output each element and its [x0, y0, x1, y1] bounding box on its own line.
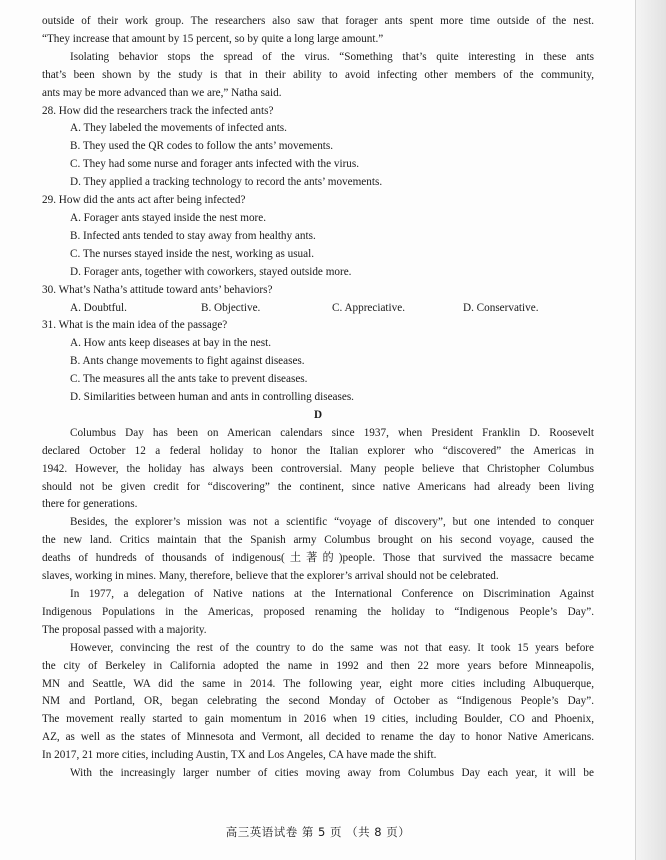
question-29-option-c: C. The nurses stayed inside the nest, working as usual. [70, 247, 315, 260]
question-30-options [70, 300, 594, 318]
question-30-option-b: B. Objective. [201, 301, 261, 314]
question-30-stem: 30. What’s Natha’s attitude toward ants’ behaviors? [42, 283, 273, 296]
page-content [42, 13, 594, 783]
passage-line: The movement really started to gain momentum in 2016 when 19 cities, including Boulder, CO and Phoenix, [42, 713, 594, 726]
question-28-option-a: A. They labeled the movements of infected ants. [70, 122, 287, 135]
passage-line: outside of their work group. The researchers also saw that forager ants spent more time outside of the nest. [42, 15, 594, 27]
question-31-option-c: C. The measures all the ants take to prevent diseases. [70, 373, 308, 386]
question-29-option-b: B. Infected ants tended to stay away from healthy ants. [70, 229, 316, 242]
question-29-option-a: A. Forager ants stayed inside the nest more. [70, 211, 267, 224]
question-31-stem: 31. What is the main idea of the passage? [42, 319, 228, 332]
passage-line: AZ, as well as the states of Minnesota and Vermont, all decided to rename the day to honor Native Americans. [42, 731, 594, 744]
passage-line: slaves, working in mines. Many, therefore, believe that the explorer’s arrival should not be celebrated. [42, 570, 499, 583]
passage-line: Isolating behavior stops the spread of the virus. “Something that’s quite interesting in these ants [70, 50, 594, 63]
passage-line: However, convincing the rest of the country to do the same was not that easy. It took 15 years before [70, 641, 594, 654]
passage-line: Indigenous Populations in the Americas, proposed renaming the holiday to “Indigenous People’s Day”. [42, 605, 594, 618]
question-31-option-a: A. How ants keep diseases at bay in the nest. [70, 337, 272, 350]
passage-line: “They increase that amount by 15 percent, so by quite a long large amount.” [42, 32, 384, 45]
passage-line: declared October 12 a federal holiday to honor the Italian explorer who “discovered” the Americas in [42, 444, 594, 457]
passage-line: 1942. However, the holiday has always been controversial. Many people believe that Christopher Columbus [42, 462, 594, 475]
question-31-option-d: D. Similarities between human and ants in controlling diseases. [70, 391, 354, 404]
passage-line: In 1977, a delegation of Native nations at the International Conference on Discrimination Against [70, 588, 594, 600]
passage-line: NM and Portland, OR, began celebrating the second Monday of October as “Indigenous People’s Day”. [42, 695, 594, 708]
passage-line: there for generations. [42, 498, 138, 511]
passage-line: the city of Berkeley in California adopted the name in 1992 and then 22 more years before Minneapolis, [42, 659, 594, 672]
question-29-option-d: D. Forager ants, together with coworkers, stayed outside more. [70, 265, 352, 278]
page-footer: 高三英语试卷 第 5 页 （共 8 页） [225, 825, 411, 839]
question-30-option-c: C. Appreciative. [332, 301, 406, 314]
page-edge-shadow [635, 0, 666, 860]
question-28-option-b: B. They used the QR codes to follow the ants’ movements. [70, 140, 334, 153]
question-28-option-d: D. They applied a tracking technology to record the ants’ movements. [70, 176, 383, 189]
question-28-option-c: C. They had some nurse and forager ants infected with the virus. [70, 158, 360, 171]
passage-line: Columbus Day has been on American calendars since 1937, when President Franklin D. Roosevelt [70, 426, 594, 439]
passage-line: In 2017, 21 more cities, including Austin, TX and Los Angeles, CA have made the shift. [42, 749, 437, 762]
passage-line: deaths of hundreds of thousands of indigenous(土著的)people. Those that survived the massacre became [42, 552, 594, 565]
question-30-option-d: D. Conservative. [463, 301, 539, 314]
passage-line: that’s been shown by the study is that in their ability to avoid infecting other members of the community, [42, 68, 594, 81]
passage-line: ants may be more advanced than we are,” Natha said. [42, 86, 282, 99]
question-29-stem: 29. How did the ants act after being infected? [42, 194, 246, 207]
passage-line: the new land. Critics maintain that the Spanish army Columbus brought on his second voyage, caused the [42, 534, 594, 547]
question-28-stem: 28. How did the researchers track the infected ants? [42, 104, 274, 117]
passage-line: With the increasingly larger number of cities moving away from Columbus Day each year, it will be [70, 767, 594, 780]
section-heading: D [313, 408, 323, 421]
question-30-option-a: A. Doubtful. [70, 301, 127, 314]
passage-line: MN and Seattle, WA did the same in 2014. The following year, eight more cities including Albuquerque, [42, 677, 594, 690]
passage-line: The proposal passed with a majority. [42, 623, 207, 636]
passage-line: Besides, the explorer’s mission was not a scientific “voyage of discovery”, but one intended to conquer [70, 516, 594, 529]
question-31-option-b: B. Ants change movements to fight against diseases. [70, 355, 305, 368]
passage-line: should not be given credit for “discovering” the continent, since native Americans had already been living [42, 480, 594, 493]
